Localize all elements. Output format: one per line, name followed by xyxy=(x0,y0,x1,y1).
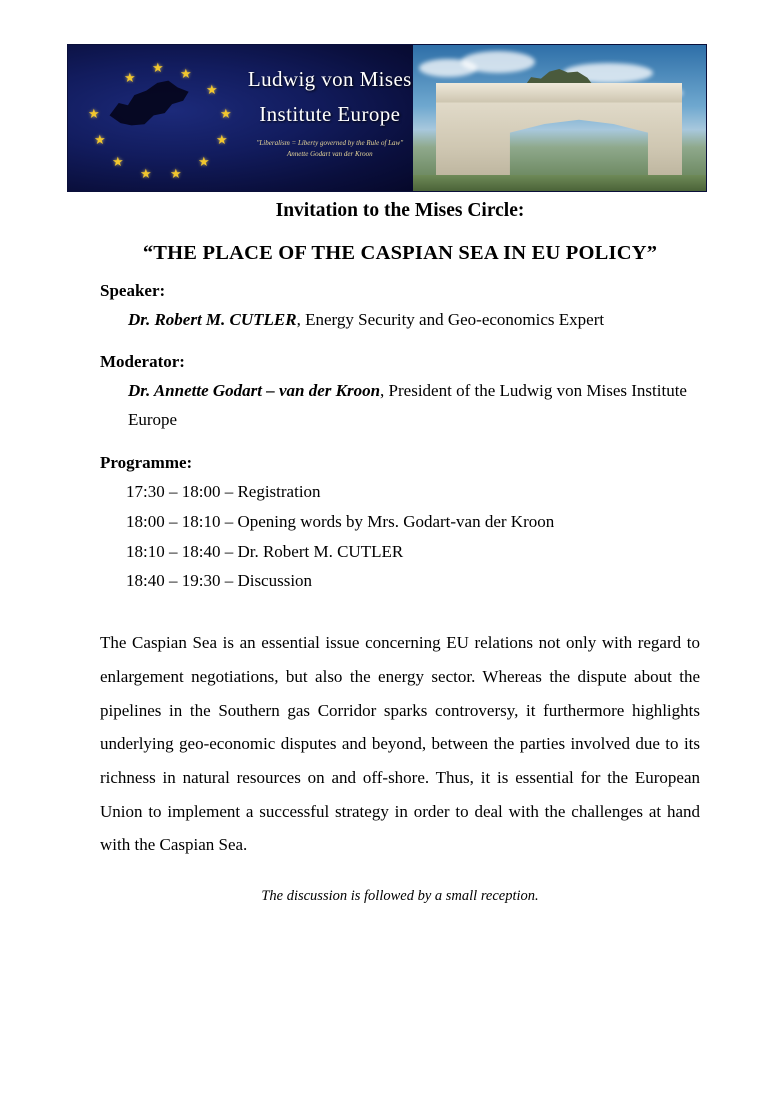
eu-star-icon: ★ xyxy=(170,166,182,181)
speaker-role: , Energy Security and Geo-economics Expert xyxy=(296,310,605,329)
moderator-role: , President of the Ludwig von Mises Institute Europe xyxy=(128,381,687,430)
ground-shape xyxy=(413,175,706,191)
banner-photo-cinquantenaire xyxy=(413,45,706,191)
brand-line-2: Institute Europe xyxy=(259,102,401,126)
eu-star-icon: ★ xyxy=(180,66,192,81)
programme-label: Programme: xyxy=(100,452,193,472)
spacer xyxy=(100,435,700,453)
banner-left-panel xyxy=(68,45,413,191)
speaker-line xyxy=(128,305,700,334)
eu-star-icon: ★ xyxy=(152,60,164,75)
list-item: 18:00 – 18:10 – Opening words by Mrs. Godart-van der Kroon xyxy=(126,511,555,531)
eu-star-icon: ★ xyxy=(198,154,210,169)
horse-rider-logo-icon xyxy=(104,75,196,131)
document-body xyxy=(100,200,700,905)
eu-star-icon: ★ xyxy=(206,82,218,97)
footnote: The discussion is followed by a small reception. xyxy=(261,887,539,904)
eu-star-icon: ★ xyxy=(94,132,106,147)
arch-top-shape xyxy=(436,83,683,103)
cloud-shape xyxy=(461,51,535,73)
letterhead-banner xyxy=(67,44,707,192)
moderator-line xyxy=(128,376,700,434)
speaker-label: Speaker: xyxy=(100,281,166,300)
list-item: 18:40 – 19:30 – Discussion xyxy=(126,571,313,591)
body-paragraph: The Caspian Sea is an essential issue concerning EU relations not only with regard to enlargement negotiations, but also the energy sector. Whereas the dispute about the pipelines in the Southern gas Corridor sparks controversy, it furthermore highlights underlying geo-economic disputes and beyond, between the parties involved due to its richness in natural resources on and off-shore. Thus, it is essential for the European Union to implement a successful strategy in order to deal with the challenges at hand with the Caspian Sea. xyxy=(100,633,700,855)
eu-star-icon: ★ xyxy=(140,166,152,181)
organization-brand xyxy=(247,67,412,160)
programme-list xyxy=(126,477,700,597)
eu-star-icon: ★ xyxy=(220,106,232,121)
speaker-name: Dr. Robert M. CUTLER xyxy=(128,310,297,329)
spacer xyxy=(100,334,700,352)
moderator-label: Moderator: xyxy=(100,352,185,372)
eu-star-icon: ★ xyxy=(124,70,136,85)
list-item: 18:10 – 18:40 – Dr. Robert M. CUTLER xyxy=(126,541,404,561)
page-title: Invitation to the Mises Circle: xyxy=(275,200,525,221)
brand-tagline-1: "Liberalism = Liberty governed by the Rule of Law" xyxy=(256,139,404,147)
brand-line-1: Ludwig von Mises xyxy=(247,67,412,91)
eu-star-icon: ★ xyxy=(112,154,124,169)
eu-star-icon: ★ xyxy=(88,106,100,121)
page-subtitle: “THE PLACE OF THE CASPIAN SEA IN EU POLICY” xyxy=(142,242,658,264)
eu-star-icon: ★ xyxy=(216,132,228,147)
brand-tagline-2: Annette Godart van der Kroon xyxy=(286,150,373,159)
moderator-name: Dr. Annette Godart – van der Kroon xyxy=(128,381,381,401)
list-item: 17:30 – 18:00 – Registration xyxy=(126,481,321,501)
